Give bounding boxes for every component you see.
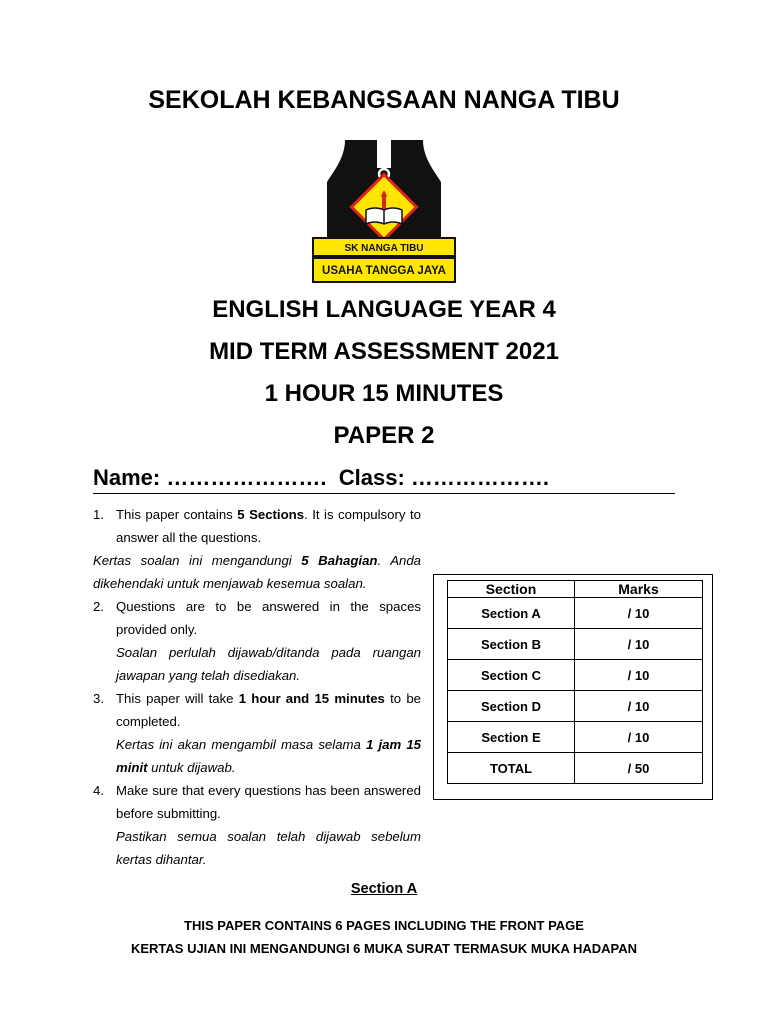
assessment-title: MID TERM ASSESSMENT 2021 [209, 338, 559, 365]
table-row [448, 753, 703, 784]
total-cell: TOTAL [448, 753, 575, 784]
paper-title: PAPER 2 [333, 422, 435, 449]
duration-title: 1 HOUR 15 MINUTES [264, 380, 504, 407]
subject-title: ENGLISH LANGUAGE YEAR 4 [212, 296, 556, 323]
section-a-heading: Section A [350, 881, 418, 897]
table-row [448, 598, 703, 629]
section-cell: Section D [448, 691, 575, 722]
table-row [448, 629, 703, 660]
marks-cell[interactable]: / 10 [575, 691, 703, 722]
section-cell: Section C [448, 660, 575, 691]
marks-cell[interactable]: / 10 [575, 629, 703, 660]
instruction-en: This paper will take 1 hour and 15 minutes to be completed. [116, 691, 421, 729]
footer-line-ms: KERTAS UJIAN INI MENGANDUNGI 6 MUKA SURAT TERMASUK MUKA HADAPAN [130, 941, 638, 956]
instructions-list [93, 503, 421, 871]
name-class-line [93, 465, 549, 491]
instruction-ms: Pastikan semua soalan telah dijawab sebelum kertas dihantar. [116, 829, 421, 867]
instruction-en: Make sure that every questions has been answered before submitting. [116, 783, 421, 821]
marks-cell[interactable]: / 10 [575, 598, 703, 629]
total-marks-cell[interactable]: / 50 [575, 753, 703, 784]
school-logo [311, 138, 457, 286]
class-field[interactable]: ………………. [410, 465, 550, 490]
instruction-en: This paper contains 5 Sections. It is compulsory to answer all the questions. [116, 507, 421, 545]
instruction-item [93, 595, 421, 687]
name-label: Name: [93, 465, 161, 490]
header-rule [93, 493, 675, 494]
section-header: Section [448, 581, 575, 598]
section-cell: Section E [448, 722, 575, 753]
table-header-row [448, 581, 703, 598]
instruction-item [93, 779, 421, 871]
marks-cell[interactable]: / 10 [575, 722, 703, 753]
instruction-ms: Soalan perlulah dijawab/ditanda pada ruangan jawapan yang telah disediakan. [116, 645, 421, 683]
instruction-number: 4. [93, 783, 104, 798]
table-row [448, 660, 703, 691]
table-row [448, 722, 703, 753]
instruction-ms: Kertas soalan ini mengandungi 5 Bahagian. Anda dikehendaki untuk menjawab kesemua soalan. [93, 553, 421, 591]
marks-cell[interactable]: / 10 [575, 660, 703, 691]
instruction-item [93, 503, 421, 549]
section-cell: Section A [448, 598, 575, 629]
name-field[interactable]: …………………. [166, 465, 327, 490]
instruction-item [93, 687, 421, 779]
logo-motto-text: USAHA TANGGA JAYA [322, 265, 446, 277]
table-row [448, 691, 703, 722]
footer-line-en: THIS PAPER CONTAINS 6 PAGES INCLUDING THE FRONT PAGE [184, 918, 584, 933]
instruction-number: 1. [93, 507, 104, 522]
marks-header: Marks [575, 581, 703, 598]
instruction-number: 2. [93, 599, 104, 614]
logo-name-text: SK NANGA TIBU [344, 243, 424, 254]
section-cell: Section B [448, 629, 575, 660]
instruction-ms: Kertas ini akan mengambil masa selama 1 jam 15 minit untuk dijawab. [116, 737, 421, 775]
instruction-number: 3. [93, 691, 104, 706]
school-name: SEKOLAH KEBANGSAAN NANGA TIBU [148, 86, 620, 114]
instruction-en: Questions are to be answered in the spaces provided only. [116, 599, 421, 637]
marks-table [447, 580, 703, 784]
class-label: Class: [338, 465, 405, 490]
